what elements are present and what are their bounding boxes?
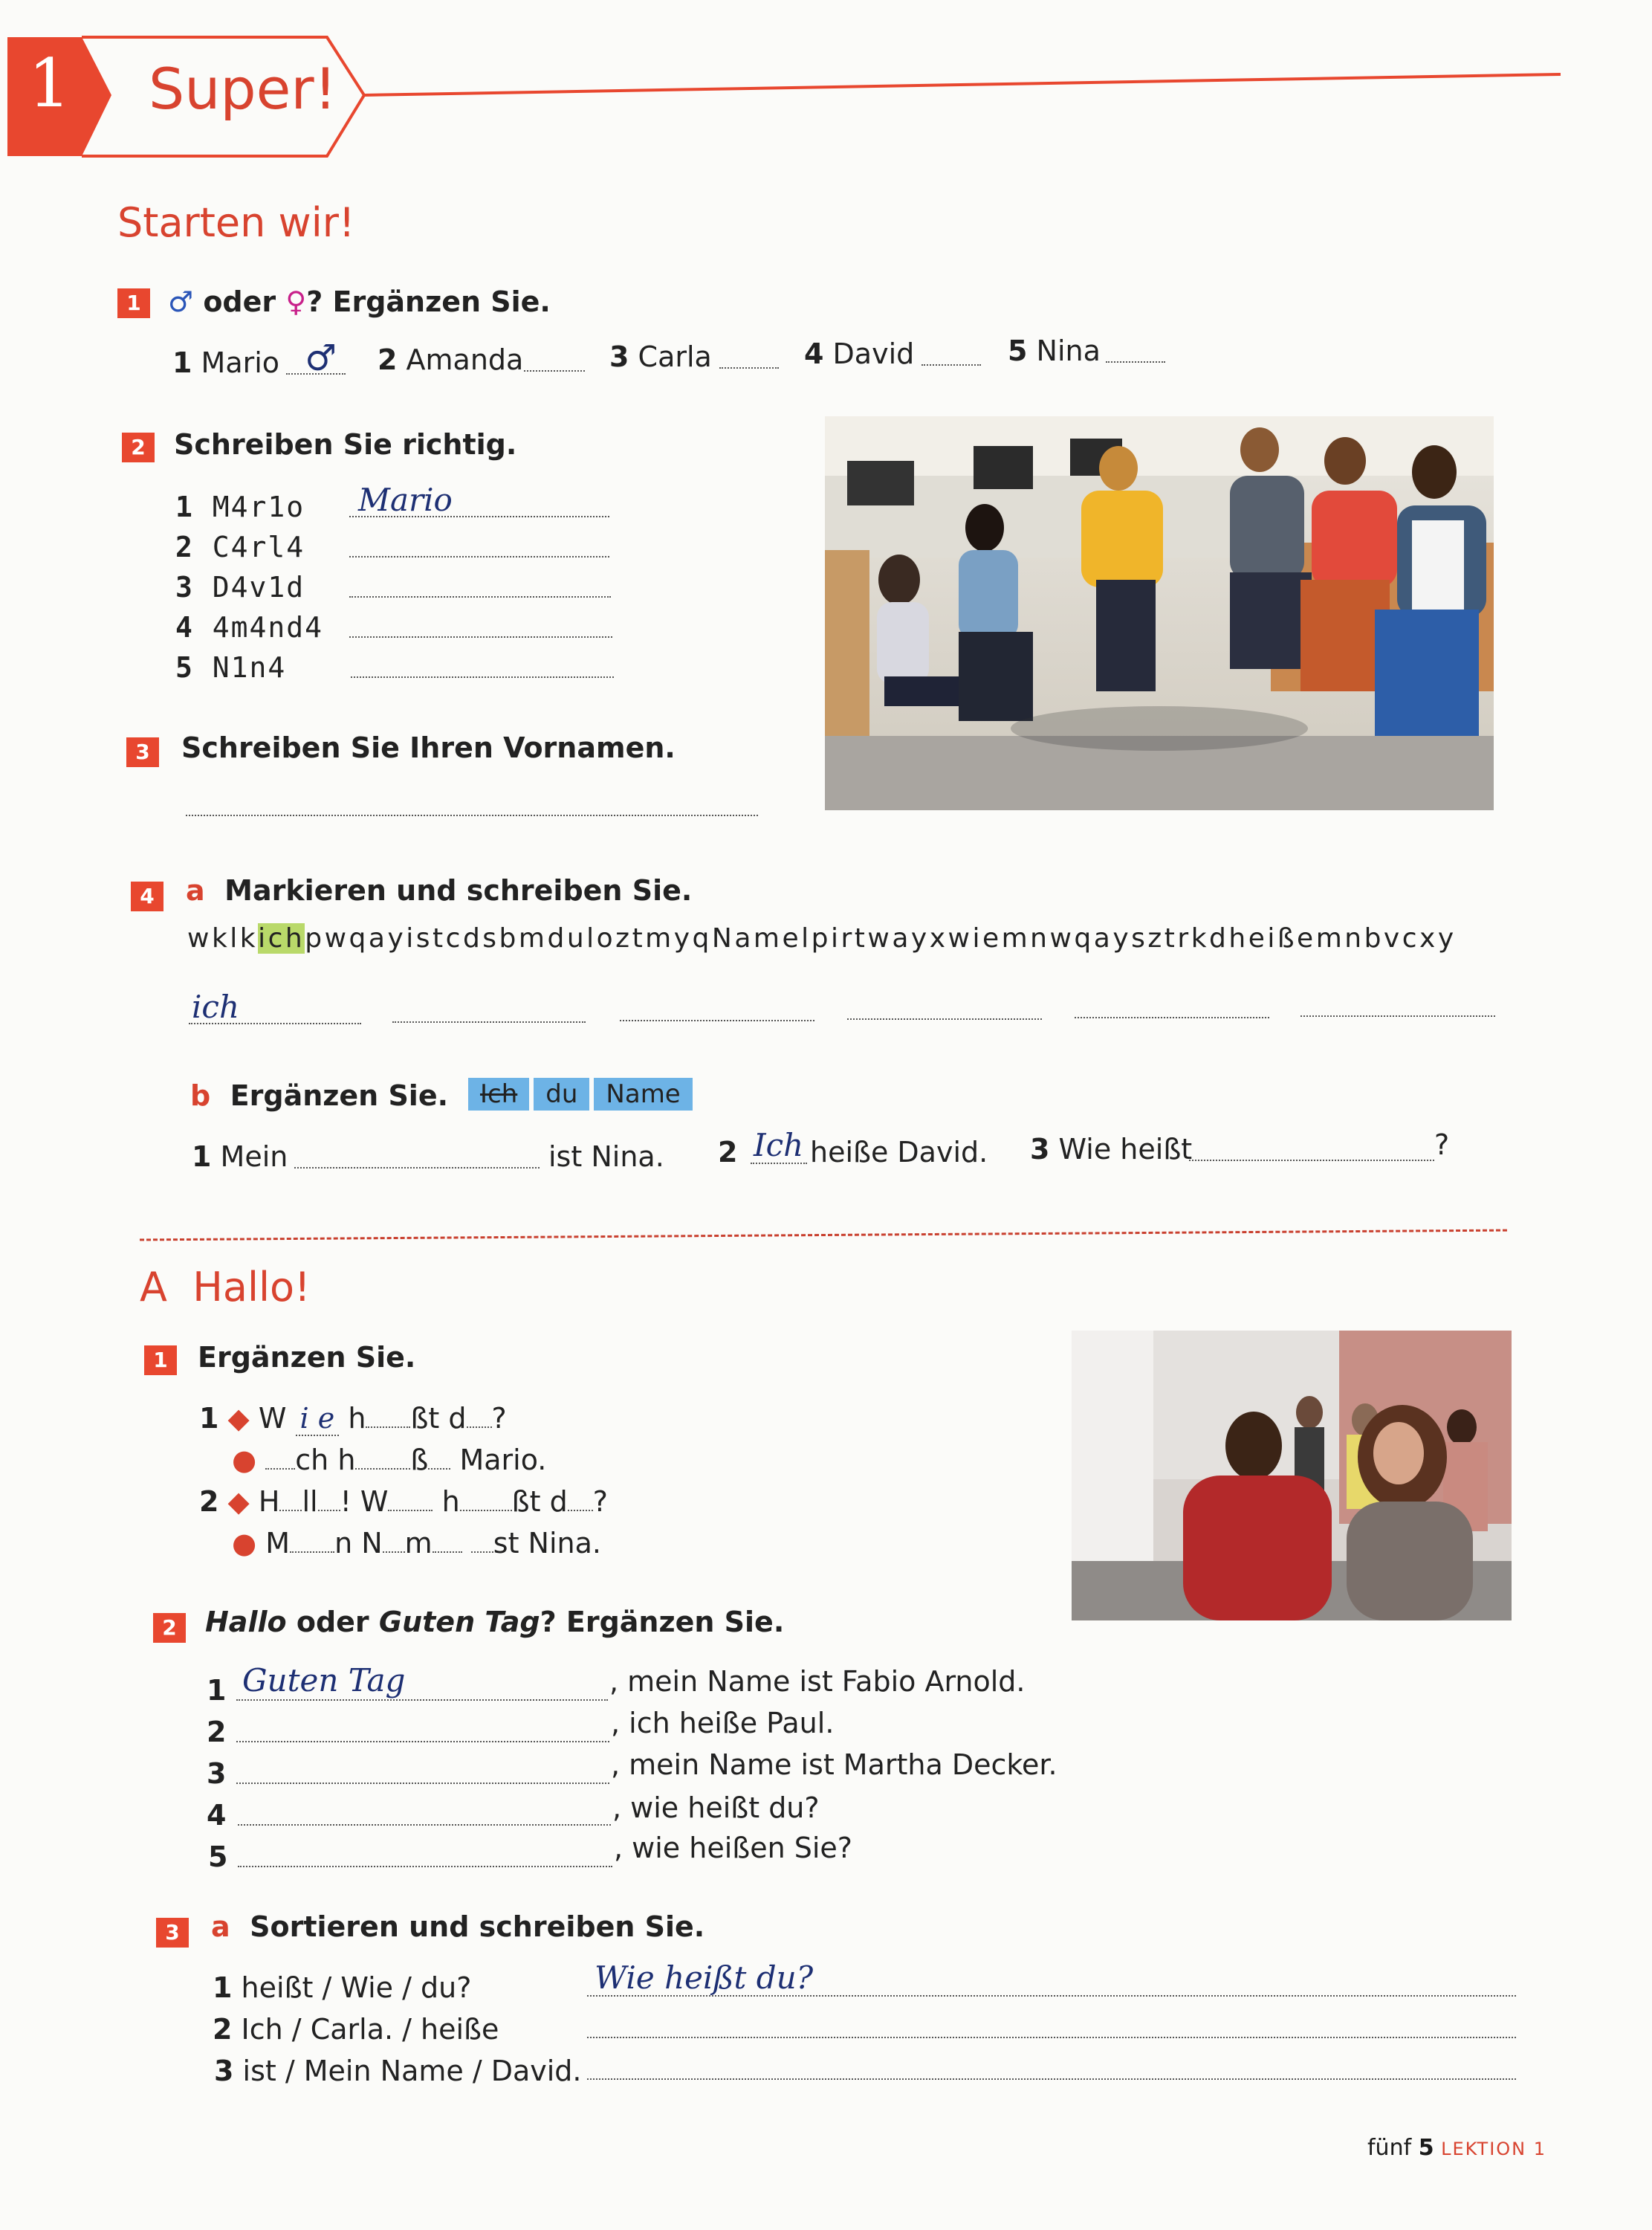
a2-item-text: , mein Name ist Martha Decker. (611, 1748, 1057, 1781)
word-chip-used: Ich (468, 1078, 529, 1111)
male-icon: ♂ (168, 285, 194, 318)
a1-badge: 1 (144, 1345, 177, 1375)
word-bank (468, 1078, 697, 1111)
ex4a-blank-6[interactable] (1300, 1015, 1495, 1017)
exercise-1-title (168, 285, 551, 318)
a3-blank-3[interactable] (587, 2078, 1516, 2080)
highlighted-word: ich (258, 923, 305, 954)
ex4b-sentence-3: 3 Wie heißt (1030, 1133, 1193, 1166)
exercise-2-title: Schreiben Sie richtig. (174, 428, 517, 461)
a2-item-text: , wie heißt du? (612, 1791, 820, 1824)
section-title-starten: Starten wir! (117, 199, 355, 246)
exercise-3-badge: 3 (126, 737, 159, 767)
exercise-1-badge: 1 (117, 288, 150, 318)
page-word: fünf (1367, 2135, 1412, 2161)
a2-blank-2[interactable] (236, 1741, 609, 1742)
a3-badge: 3 (156, 1918, 189, 1948)
circle-icon: ● (232, 1527, 257, 1560)
exercise-4-badge: 4 (131, 882, 163, 911)
a2-blank-3[interactable] (236, 1783, 609, 1784)
ex1-blank-4[interactable] (921, 364, 981, 366)
page-number: 5 (1418, 2135, 1434, 2161)
ex4b-sentence-3-end: ? (1434, 1128, 1450, 1161)
a2-item-num: 2 (207, 1716, 227, 1748)
exercise-1-instruction: ? Ergänzen Sie. (306, 285, 551, 318)
ex1-item: 4 David (804, 337, 915, 370)
a2-title: Hallo oder Guten Tag? Ergänzen Sie. (205, 1606, 785, 1638)
ex4b-sentence-2: heiße David. (810, 1136, 988, 1169)
ex1-item: 5 Nina (1008, 334, 1101, 367)
ex2-item: 3 D4v1d (175, 571, 305, 604)
a2-badge: 2 (153, 1613, 186, 1643)
lektion-label: LEKTION 1 (1441, 2139, 1547, 2159)
ex2-blank-4[interactable] (349, 636, 612, 638)
section-divider (140, 1229, 1507, 1241)
diamond-icon: ◆ (227, 1485, 250, 1518)
oder-label: oder (203, 285, 276, 318)
a2-item-text: , ich heiße Paul. (611, 1707, 835, 1739)
ex2-item: 2 C4rl4 (175, 531, 305, 563)
a1-line-2: ● ch h ß Mario. (232, 1444, 547, 1476)
ex4b-sentence-2-num: 2 (718, 1136, 738, 1169)
exercise-4a-title: a Markieren und schreiben Sie. (186, 874, 693, 907)
a1-line-1: 1 ◆ W i e h ßt d ? (199, 1402, 507, 1435)
ex4b-blank-3[interactable] (1189, 1160, 1434, 1161)
ex2-blank-1[interactable] (349, 516, 609, 517)
ex2-item: 4 4m4nd4 (175, 611, 324, 644)
a2-blank-4[interactable] (238, 1824, 611, 1826)
ex2-blank-3[interactable] (349, 596, 611, 598)
ex2-answer: Mario (358, 482, 453, 518)
a2-blank-5[interactable] (238, 1866, 612, 1867)
ex2-blank-5[interactable] (351, 676, 614, 678)
exercise-4b-title: b Ergänzen Sie. (190, 1079, 449, 1112)
a2-item-text: , mein Name ist Fabio Arnold. (609, 1665, 1026, 1698)
ex4a-blank-4[interactable] (847, 1018, 1042, 1020)
a3-title: a Sortieren und schreiben Sie. (211, 1910, 705, 1943)
ex4a-blank-1[interactable] (189, 1023, 361, 1024)
a2-item-num: 3 (207, 1757, 227, 1790)
ex2-item: 5 N1n4 (175, 651, 287, 684)
a3-item: 1 heißt / Wie / du? (213, 1971, 472, 2004)
a3-item: 3 ist / Mein Name / David. (214, 2055, 582, 2087)
ex1-blank-3[interactable] (719, 367, 779, 369)
diamond-icon: ◆ (227, 1402, 250, 1435)
a2-answer-1: Guten Tag (242, 1662, 406, 1699)
a2-item-num: 5 (208, 1840, 228, 1873)
a3-blank-1[interactable] (587, 1995, 1516, 1997)
a2-item-num: 1 (207, 1674, 227, 1707)
word-chip: Name (594, 1078, 692, 1111)
a2-item-text: , wie heißen Sie? (614, 1832, 852, 1864)
first-name-blank[interactable] (186, 815, 758, 816)
circle-icon: ● (232, 1444, 257, 1476)
a1-title: Ergänzen Sie. (198, 1341, 416, 1374)
ex4b-blank-2[interactable] (751, 1163, 807, 1164)
section-a-title: A Hallo! (140, 1264, 311, 1310)
male-icon: ♂ (305, 337, 337, 379)
ex2-item: 1 M4r1o (175, 491, 305, 523)
ex4a-answer-1: ich (192, 989, 240, 1025)
ex2-blank-2[interactable] (349, 556, 609, 558)
ex1-item: 3 Carla (609, 340, 712, 373)
ex4b-answer-2: Ich (754, 1127, 804, 1163)
female-icon: ♀ (285, 285, 307, 318)
photo-greeting (1072, 1331, 1512, 1620)
a3-answer-1: Wie heißt du? (595, 1959, 814, 1996)
ex1-item: 1 Mario (172, 346, 280, 379)
ex1-blank-2[interactable] (524, 370, 585, 372)
page-footer (1367, 2135, 1546, 2161)
ex4b-sentence-1-end: ist Nina. (548, 1140, 664, 1173)
a1-line-4: ● M n N m st Nina. (232, 1527, 601, 1560)
ex4b-blank-1[interactable] (294, 1167, 540, 1169)
a3-blank-2[interactable] (587, 2037, 1516, 2038)
a2-item-num: 4 (207, 1799, 227, 1832)
ex1-item: 2 Amanda (378, 343, 524, 376)
exercise-2-badge: 2 (122, 433, 155, 462)
exercise-3-title: Schreiben Sie Ihren Vornamen. (181, 731, 676, 764)
photo-group-meeting (825, 416, 1494, 810)
word-search-puzzle: wklkichpwqayistcdsbmduloztmyqNamelpirtwayxwiemnwqaysztrkdheißemnbvcxy (187, 923, 1457, 954)
chapter-number: 1 (28, 45, 71, 123)
chapter-title: Super! (149, 56, 337, 122)
ex4b-sentence-1: 1 Mein (192, 1140, 288, 1173)
a2-blank-1[interactable] (236, 1699, 608, 1701)
a3-item: 2 Ich / Carla. / heiße (213, 2013, 499, 2046)
ex4a-blank-2[interactable] (392, 1021, 586, 1023)
ex4a-blank-5[interactable] (1075, 1017, 1269, 1018)
a1-line-3: 2 ◆ H ll ! W h ßt d ? (199, 1485, 608, 1518)
word-chip: du (534, 1078, 589, 1111)
ex1-blank-5[interactable] (1106, 361, 1165, 363)
ex4a-blank-3[interactable] (620, 1020, 814, 1021)
